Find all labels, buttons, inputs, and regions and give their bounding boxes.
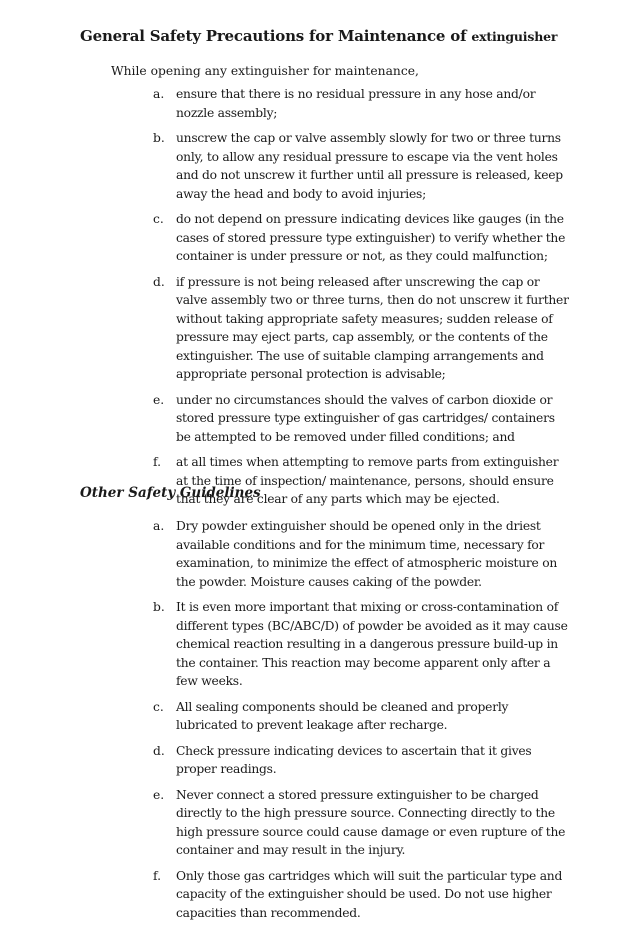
list-item [0, 598, 638, 691]
list-item [0, 867, 638, 923]
list-marker: b. [153, 131, 165, 145]
intro-text: While opening any extinguisher for maintenance, [111, 64, 419, 78]
list-item-text: Only those gas cartridges which will suit the particular type and capacity of the extinguisher should be used. Do not use higher capacities than recommended. [176, 868, 563, 920]
list-marker: c. [153, 699, 164, 714]
list-item [0, 698, 638, 735]
section-heading: Other Safety Guidelines [80, 485, 261, 501]
list-item [0, 786, 638, 860]
page-title-main: General Safety Precautions for Maintenance of [80, 27, 467, 45]
list-item-text: ensure that there is no residual pressure in any hose and/or nozzle assembly; [176, 87, 536, 120]
list-marker: f. [153, 868, 162, 883]
list-marker: b. [153, 600, 165, 614]
list-marker: d. [153, 743, 165, 758]
list-item [0, 210, 638, 266]
list-item-text: under no circumstances should the valves of carbon dioxide or stored pressure type extinguisher of gas cartridges/ containers be attempted to be removed under filled conditions; and [176, 392, 555, 444]
list-marker: a. [153, 87, 165, 101]
list-item-text: do not depend on pressure indicating devices like gauges (in the cases of stored pressure type extinguisher) to verify whether the container is under pressure or not, as they could malfunction; [176, 212, 566, 263]
list-item [0, 85, 638, 122]
list-item [0, 517, 638, 591]
guidelines-list [0, 517, 638, 929]
list-item-text: It is even more important that mixing or cross-contamination of different types (BC/ABC/D) of powder be avoided as it may cause chemical reaction resulting in a dangerous pressure build-up in the container. This reaction may become apparent only after a few weeks. [176, 600, 568, 688]
list-marker: a. [153, 519, 165, 533]
list-item-text: Never connect a stored pressure extinguisher to be charged directly to the high pressure source. Connecting directly to the high pressure source could cause damage or even rupture of the container and may result in the injury. [176, 787, 566, 857]
list-item-text: unscrew the cap or valve assembly slowly for two or three turns only, to allow any residual pressure to escape via the vent holes and do not unscrew it further until all pressure is released, keep away the head and body to avoid injuries; [176, 131, 563, 201]
page-title [80, 27, 557, 45]
page-title-tail: extinguisher [471, 29, 558, 44]
list-marker: e. [153, 787, 165, 802]
list-marker: c. [153, 212, 164, 226]
list-item-text: at all times when attempting to remove parts from extinguisher at the time of inspection/ maintenance, persons, should ensure that they are clear of any parts which may be ejected. [176, 455, 559, 506]
list-item-text: Check pressure indicating devices to ascertain that it gives proper readings. [176, 743, 532, 776]
list-marker: d. [153, 274, 165, 289]
list-item-text: Dry powder extinguisher should be opened only in the driest available conditions and for the minimum time, necessary for examination, to minimize the effect of atmospheric moisture on the powder. Moisture causes caking of the powder. [176, 519, 558, 589]
list-item-text: if pressure is not being released after unscrewing the cap or valve assembly two or three turns, then do not unscrew it further without taking appropriate safety measures; sudden release of pressure may eject parts, cap assembly, or the contents of the extinguisher. The use of suitable clamping arrangements and appropriate personal protection is advisable; [176, 274, 569, 381]
precautions-list [0, 85, 638, 516]
list-item [0, 273, 638, 384]
list-item [0, 391, 638, 447]
list-item [0, 742, 638, 779]
list-item [0, 129, 638, 203]
list-marker: e. [153, 392, 165, 407]
list-item-text: All sealing components should be cleaned and properly lubricated to prevent leakage after recharge. [176, 699, 509, 732]
list-marker: f. [153, 455, 162, 469]
